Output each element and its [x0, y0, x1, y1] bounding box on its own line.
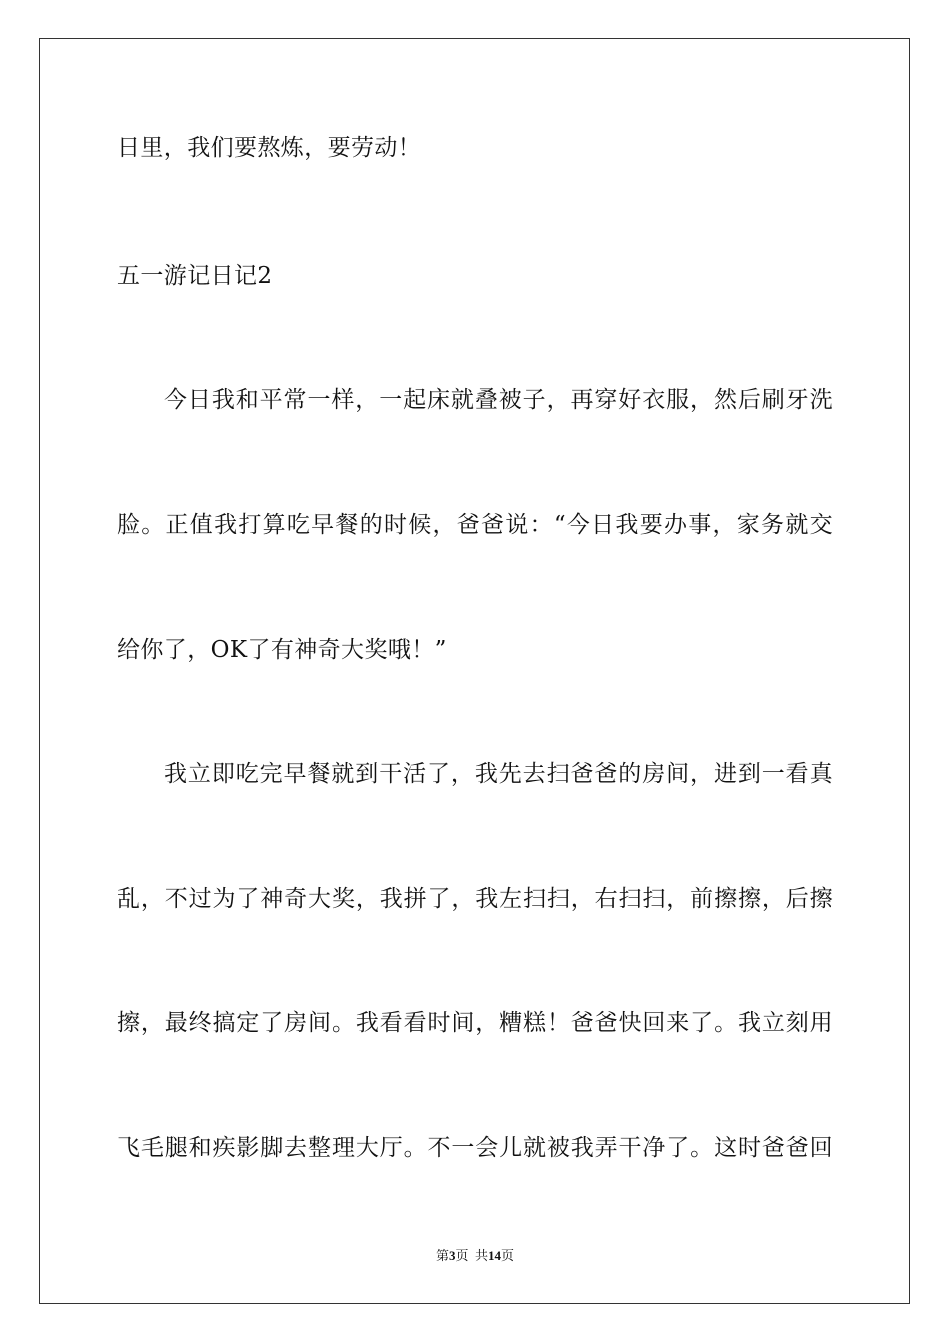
section-heading: 五一游记日记2 [117, 263, 273, 289]
paragraph-line: 脸。正值我打算吃早餐的时候，爸爸说：“今日我要办事，家务就交 [117, 512, 833, 538]
text-line: 日里，我们要熬炼，要劳动！ [117, 135, 422, 161]
total-pages-number: 14 [488, 1248, 501, 1263]
current-page-number: 3 [448, 1248, 456, 1263]
footer-mid: 页 共 [455, 1248, 488, 1263]
paragraph-line: 今日我和平常一样，一起床就叠被子，再穿好衣服，然后刷牙洗 [164, 387, 833, 413]
paragraph-line: 擦，最终搞定了房间。我看看时间，糟糕！爸爸快回来了。我立刻用 [117, 1010, 833, 1036]
footer-suffix: 页 [501, 1248, 515, 1263]
paragraph-line: 飞毛腿和疾影脚去整理大厅。不一会儿就被我弄干净了。这时爸爸回 [117, 1135, 833, 1161]
footer-prefix: 第 [435, 1248, 449, 1263]
page-border [39, 38, 910, 1304]
paragraph-line: 乱，不过为了神奇大奖，我拼了，我左扫扫，右扫扫，前擦擦，后擦 [117, 886, 833, 912]
page-footer [0, 1247, 950, 1265]
paragraph-line: 给你了，OK了有神奇大奖哦！” [117, 637, 447, 663]
paragraph-line: 我立即吃完早餐就到干活了，我先去扫爸爸的房间，进到一看真 [164, 761, 833, 787]
